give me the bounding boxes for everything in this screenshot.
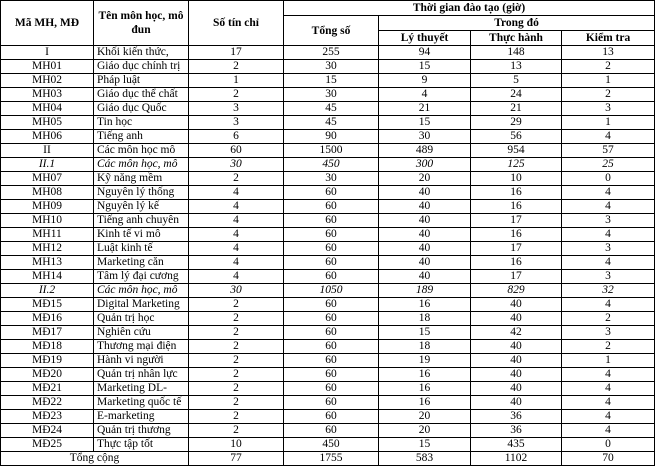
row-theory: 20 — [379, 424, 471, 438]
row-total: 60 — [284, 270, 379, 284]
table-row — [1, 186, 655, 200]
row-practice: 125 — [471, 158, 562, 172]
row-credits: 2 — [189, 368, 284, 382]
row-name: Các môn học mô — [94, 144, 189, 158]
table-row — [1, 312, 655, 326]
table-row — [1, 242, 655, 256]
row-theory: 16 — [379, 382, 471, 396]
row-exam: 2 — [562, 312, 655, 326]
row-credits: 2 — [189, 340, 284, 354]
row-code: MH01 — [1, 60, 94, 74]
row-total: 45 — [284, 116, 379, 130]
table-row — [1, 410, 655, 424]
table-row — [1, 46, 655, 60]
row-theory: 489 — [379, 144, 471, 158]
row-total: 30 — [284, 88, 379, 102]
header-within: Trong đó — [379, 16, 655, 31]
row-name: Hành vi người — [94, 354, 189, 368]
row-name: Tâm lý đại cương — [94, 270, 189, 284]
table-row — [1, 368, 655, 382]
row-exam: 4 — [562, 186, 655, 200]
row-practice: 40 — [471, 368, 562, 382]
row-practice: 21 — [471, 102, 562, 116]
row-practice: 16 — [471, 186, 562, 200]
row-exam: 4 — [562, 368, 655, 382]
row-code: II — [1, 144, 94, 158]
table-row — [1, 158, 655, 172]
row-exam: 32 — [562, 284, 655, 298]
row-practice: 5 — [471, 74, 562, 88]
row-code: MĐ22 — [1, 396, 94, 410]
row-name: Các môn học, mô — [94, 158, 189, 172]
row-practice: 40 — [471, 298, 562, 312]
row-code: MĐ15 — [1, 298, 94, 312]
row-credits: 2 — [189, 396, 284, 410]
row-credits: 2 — [189, 410, 284, 424]
row-exam: 4 — [562, 130, 655, 144]
row-practice: 16 — [471, 256, 562, 270]
row-exam: 25 — [562, 158, 655, 172]
table-row — [1, 326, 655, 340]
row-code: I — [1, 46, 94, 60]
row-theory: 40 — [379, 256, 471, 270]
row-practice: 24 — [471, 88, 562, 102]
table-row — [1, 60, 655, 74]
row-exam: 13 — [562, 46, 655, 60]
row-practice: 148 — [471, 46, 562, 60]
row-theory: 20 — [379, 172, 471, 186]
row-total: 60 — [284, 228, 379, 242]
row-credits: 6 — [189, 130, 284, 144]
row-theory: 40 — [379, 186, 471, 200]
table-row — [1, 116, 655, 130]
row-name: Marketing quốc tế — [94, 396, 189, 410]
row-total: 30 — [284, 60, 379, 74]
row-total: 90 — [284, 130, 379, 144]
row-code: MH09 — [1, 200, 94, 214]
header-time-group: Thời gian đào tạo (giờ) — [284, 1, 655, 16]
row-code: MĐ21 — [1, 382, 94, 396]
row-code: MĐ25 — [1, 438, 94, 452]
row-practice: 16 — [471, 228, 562, 242]
row-exam: 57 — [562, 144, 655, 158]
row-theory: 18 — [379, 340, 471, 354]
row-code: MĐ24 — [1, 424, 94, 438]
row-exam: 4 — [562, 424, 655, 438]
row-practice: 29 — [471, 116, 562, 130]
row-theory: 4 — [379, 88, 471, 102]
header-theory: Lý thuyết — [379, 31, 471, 46]
row-total: 255 — [284, 46, 379, 60]
row-theory: 16 — [379, 396, 471, 410]
row-name: Thương mại điện — [94, 340, 189, 354]
row-practice: 40 — [471, 312, 562, 326]
row-code: MH11 — [1, 228, 94, 242]
row-total: 1500 — [284, 144, 379, 158]
row-theory: 15 — [379, 326, 471, 340]
row-exam: 1 — [562, 74, 655, 88]
row-exam: 4 — [562, 396, 655, 410]
row-theory: 15 — [379, 116, 471, 130]
row-total: 60 — [284, 312, 379, 326]
row-practice: 40 — [471, 382, 562, 396]
row-practice: 40 — [471, 340, 562, 354]
row-theory: 19 — [379, 354, 471, 368]
row-theory: 20 — [379, 410, 471, 424]
row-theory: 189 — [379, 284, 471, 298]
row-total: 450 — [284, 158, 379, 172]
row-theory: 9 — [379, 74, 471, 88]
row-credits: 4 — [189, 186, 284, 200]
table-row — [1, 256, 655, 270]
table-row — [1, 438, 655, 452]
row-credits: 3 — [189, 116, 284, 130]
row-theory: 40 — [379, 228, 471, 242]
row-credits: 2 — [189, 298, 284, 312]
row-code: MĐ23 — [1, 410, 94, 424]
row-code: MĐ17 — [1, 326, 94, 340]
row-theory: 16 — [379, 368, 471, 382]
row-credits: 2 — [189, 60, 284, 74]
row-exam: 3 — [562, 214, 655, 228]
header-exam: Kiểm tra — [562, 31, 655, 46]
row-practice: 40 — [471, 396, 562, 410]
header-code: Mã MH, MĐ — [1, 1, 94, 46]
row-code: MH12 — [1, 242, 94, 256]
row-practice: 17 — [471, 214, 562, 228]
table-row — [1, 144, 655, 158]
row-credits: 1 — [189, 74, 284, 88]
row-name: Digital Marketing — [94, 298, 189, 312]
row-theory: 15 — [379, 60, 471, 74]
row-theory: 18 — [379, 312, 471, 326]
row-total: 60 — [284, 410, 379, 424]
table-row — [1, 298, 655, 312]
row-credits: 30 — [189, 284, 284, 298]
row-total: 60 — [284, 396, 379, 410]
row-theory: 15 — [379, 438, 471, 452]
row-exam: 4 — [562, 200, 655, 214]
row-total: 60 — [284, 214, 379, 228]
row-name: Nghiên cứu — [94, 326, 189, 340]
row-total: 60 — [284, 368, 379, 382]
table-row — [1, 172, 655, 186]
row-code: MH04 — [1, 102, 94, 116]
table-row — [1, 74, 655, 88]
total-hours: 1755 — [284, 452, 379, 466]
row-credits: 3 — [189, 102, 284, 116]
row-exam: 0 — [562, 172, 655, 186]
row-name: Giáo dục Quốc — [94, 102, 189, 116]
row-credits: 4 — [189, 270, 284, 284]
row-practice: 40 — [471, 354, 562, 368]
row-total: 30 — [284, 172, 379, 186]
row-theory: 16 — [379, 298, 471, 312]
row-credits: 4 — [189, 228, 284, 242]
row-name: Tiếng anh — [94, 130, 189, 144]
row-credits: 2 — [189, 424, 284, 438]
row-practice: 829 — [471, 284, 562, 298]
total-exam: 70 — [562, 452, 655, 466]
table-row — [1, 382, 655, 396]
row-code: MH07 — [1, 172, 94, 186]
row-total: 1050 — [284, 284, 379, 298]
row-exam: 4 — [562, 382, 655, 396]
row-total: 60 — [284, 340, 379, 354]
row-total: 60 — [284, 326, 379, 340]
header-credits: Số tín chỉ — [189, 1, 284, 46]
row-total: 60 — [284, 424, 379, 438]
row-total: 60 — [284, 298, 379, 312]
row-name: E-marketing — [94, 410, 189, 424]
row-theory: 40 — [379, 242, 471, 256]
row-code: MH14 — [1, 270, 94, 284]
row-name: Nguyên lý kế — [94, 200, 189, 214]
header-name: Tên môn học, mô đun — [94, 1, 189, 46]
row-exam: 4 — [562, 298, 655, 312]
row-code: II.2 — [1, 284, 94, 298]
row-credits: 4 — [189, 242, 284, 256]
row-credits: 60 — [189, 144, 284, 158]
row-name: Luật kinh tế — [94, 242, 189, 256]
row-credits: 30 — [189, 158, 284, 172]
row-name: Kỹ năng mềm — [94, 172, 189, 186]
row-name: Marketing DL- — [94, 382, 189, 396]
row-name: Quản trị thương — [94, 424, 189, 438]
row-name: Giáo dục thể chất — [94, 88, 189, 102]
table-row — [1, 354, 655, 368]
row-name: Quản trị học — [94, 312, 189, 326]
row-exam: 4 — [562, 228, 655, 242]
row-total: 60 — [284, 242, 379, 256]
total-theory: 583 — [379, 452, 471, 466]
row-total: 45 — [284, 102, 379, 116]
row-exam: 3 — [562, 270, 655, 284]
row-credits: 2 — [189, 326, 284, 340]
row-theory: 30 — [379, 130, 471, 144]
total-practice: 1102 — [471, 452, 562, 466]
row-exam: 4 — [562, 256, 655, 270]
table-row — [1, 270, 655, 284]
row-theory: 40 — [379, 200, 471, 214]
table-row — [1, 396, 655, 410]
row-credits: 2 — [189, 88, 284, 102]
row-code: MH10 — [1, 214, 94, 228]
row-exam: 2 — [562, 60, 655, 74]
row-name: Kinh tế vi mô — [94, 228, 189, 242]
row-exam: 1 — [562, 354, 655, 368]
row-total: 60 — [284, 354, 379, 368]
row-credits: 4 — [189, 200, 284, 214]
row-theory: 40 — [379, 214, 471, 228]
row-practice: 13 — [471, 60, 562, 74]
row-exam: 3 — [562, 242, 655, 256]
row-name: Nguyên lý thống — [94, 186, 189, 200]
table-row — [1, 340, 655, 354]
total-row — [1, 452, 655, 466]
table-row — [1, 88, 655, 102]
row-credits: 2 — [189, 382, 284, 396]
row-practice: 17 — [471, 242, 562, 256]
row-exam: 4 — [562, 410, 655, 424]
header-total: Tổng số — [284, 16, 379, 46]
total-credits: 77 — [189, 452, 284, 466]
row-practice: 36 — [471, 424, 562, 438]
row-code: MH05 — [1, 116, 94, 130]
row-practice: 36 — [471, 410, 562, 424]
table-row — [1, 214, 655, 228]
table-row — [1, 102, 655, 116]
table-row — [1, 284, 655, 298]
row-code: II.1 — [1, 158, 94, 172]
row-theory: 40 — [379, 270, 471, 284]
row-name: Pháp luật — [94, 74, 189, 88]
row-total: 60 — [284, 256, 379, 270]
row-code: MH08 — [1, 186, 94, 200]
table-row — [1, 200, 655, 214]
row-credits: 17 — [189, 46, 284, 60]
row-name: Giáo dục chính trị — [94, 60, 189, 74]
row-code: MH06 — [1, 130, 94, 144]
row-code: MH13 — [1, 256, 94, 270]
row-credits: 2 — [189, 354, 284, 368]
row-practice: 42 — [471, 326, 562, 340]
row-total: 450 — [284, 438, 379, 452]
row-exam: 0 — [562, 438, 655, 452]
row-total: 15 — [284, 74, 379, 88]
row-theory: 94 — [379, 46, 471, 60]
table-row — [1, 424, 655, 438]
row-exam: 3 — [562, 102, 655, 116]
header-practice: Thực hành — [471, 31, 562, 46]
row-name: Tin học — [94, 116, 189, 130]
row-credits: 2 — [189, 312, 284, 326]
row-practice: 954 — [471, 144, 562, 158]
row-practice: 10 — [471, 172, 562, 186]
total-label: Tổng cộng — [1, 452, 189, 466]
row-theory: 300 — [379, 158, 471, 172]
row-name: Quản trị nhân lực — [94, 368, 189, 382]
row-practice: 435 — [471, 438, 562, 452]
row-code: MĐ18 — [1, 340, 94, 354]
row-code: MĐ19 — [1, 354, 94, 368]
row-exam: 2 — [562, 88, 655, 102]
table-row — [1, 228, 655, 242]
row-name: Tiếng anh chuyên — [94, 214, 189, 228]
table-body — [1, 46, 655, 452]
row-credits: 2 — [189, 172, 284, 186]
row-name: Các môn học, mô — [94, 284, 189, 298]
row-name: Thực tập tốt — [94, 438, 189, 452]
row-total: 60 — [284, 382, 379, 396]
row-practice: 56 — [471, 130, 562, 144]
table-row — [1, 130, 655, 144]
row-exam: 2 — [562, 340, 655, 354]
row-credits: 10 — [189, 438, 284, 452]
row-name: Marketing căn — [94, 256, 189, 270]
row-credits: 4 — [189, 214, 284, 228]
row-name: Khối kiến thức, — [94, 46, 189, 60]
row-code: MĐ16 — [1, 312, 94, 326]
row-code: MĐ20 — [1, 368, 94, 382]
row-code: MH03 — [1, 88, 94, 102]
row-exam: 3 — [562, 326, 655, 340]
row-theory: 21 — [379, 102, 471, 116]
row-code: MH02 — [1, 74, 94, 88]
row-practice: 16 — [471, 200, 562, 214]
row-exam: 1 — [562, 116, 655, 130]
row-credits: 4 — [189, 256, 284, 270]
row-practice: 17 — [471, 270, 562, 284]
row-total: 60 — [284, 200, 379, 214]
row-total: 60 — [284, 186, 379, 200]
